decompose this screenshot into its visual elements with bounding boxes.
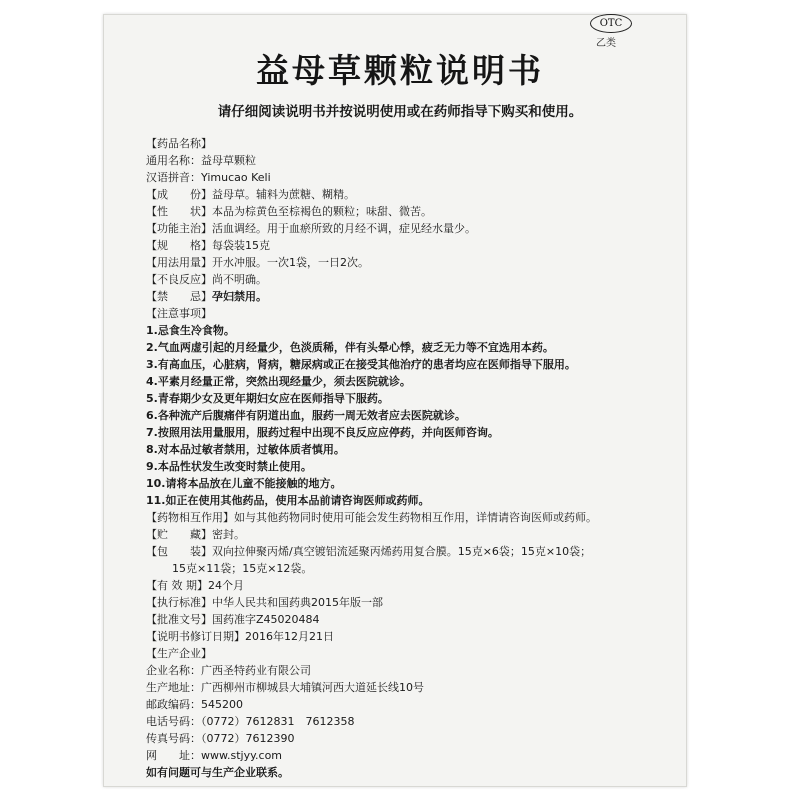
document-title: 益母草颗粒说明书 [256,51,544,90]
company-row: 企业名称：广西圣特药业有限公司 [146,664,311,677]
address-value: 广西柳州市柳城县大埔镇河西大道延长线10号 [201,681,424,694]
usage-instruction: 请仔细阅读说明书并按说明使用或在药师指导下购买和使用。 [217,104,583,120]
contra-value: 孕妇禁用。 [212,290,267,303]
otc-class-label: 乙类 [596,38,616,49]
precaution-item: 10.请将本品放在儿童不能接触的地方。 [146,477,342,490]
appearance-row: 【性 状】本品为棕黄色至棕褐色的颗粒；味甜、微苦。 [146,205,432,218]
otc-badge: OTC [590,14,632,33]
storage-row: 【贮 藏】密封。 [146,528,245,541]
revision-row: 【说明书修订日期】2016年12月21日 [146,630,334,643]
spec-value: 每袋装15克 [212,239,270,252]
precaution-item: 1.忌食生冷食物。 [146,324,235,337]
indications-row: 【功能主治】活血调经。用于血瘀所致的月经不调，症见经水量少。 [146,222,476,235]
precaution-item: 4.平素月经量正常，突然出现经量少，须去医院就诊。 [146,375,411,388]
phone-value: （0772）7612831 7612358 [201,715,355,728]
ingredients-row: 【成 份】益母草。辅料为蔗糖、糊精。 [146,188,355,201]
manufacturer-header: 【生产企业】 [146,647,212,660]
precaution-item: 8.对本品过敏者禁用，过敏体质者慎用。 [146,443,345,456]
usage-value: 开水冲服。一次1袋，一日2次。 [212,256,369,269]
validity-value: 24个月 [208,579,244,592]
precaution-item: 6.各种流产后腹痛伴有阴道出血，服药一周无效者应去医院就诊。 [146,409,466,422]
precaution-item: 9.本品性状发生改变时禁止使用。 [146,460,312,473]
approval-value: 国药准字Z45020484 [212,613,320,626]
adverse-row: 【不良反应】尚不明确。 [146,273,267,286]
pinyin-value: Yimucao Keli [201,171,271,184]
interaction-value: 如与其他药物同时使用可能会发生药物相互作用，详情请咨询医师或药师。 [234,511,597,524]
phone-row: 电话号码：（0772）7612831 7612358 [146,715,355,728]
drug-name-header: 【药品名称】 [146,137,212,150]
footer-note: 如有问题可与生产企业联系。 [146,766,289,779]
package-value: 双向拉伸聚丙烯/真空镀铝流延聚丙烯药用复合膜。15克×6袋；15克×10袋； [212,545,592,558]
package-row: 【包 装】双向拉伸聚丙烯/真空镀铝流延聚丙烯药用复合膜。15克×6袋；15克×10袋； [146,545,592,558]
usage-row: 【用法用量】开水冲服。一次1袋，一日2次。 [146,256,369,269]
leaflet-body [146,135,678,781]
postcode-row: 邮政编码：545200 [146,698,243,711]
precaution-item: 3.有高血压，心脏病，肾病，糖尿病或正在接受其他治疗的患者均应在医师指导下服用。 [146,358,576,371]
precaution-item: 7.按照用法用量服用，服药过程中出现不良反应应停药，并向医师咨询。 [146,426,499,439]
fax-value: （0772）7612390 [201,732,295,745]
precaution-item: 5.青春期少女及更年期妇女应在医师指导下服药。 [146,392,389,405]
website-row: 网 址：www.stjyy.com [146,749,283,762]
company-value: 广西圣特药业有限公司 [201,664,311,677]
contra-row: 【禁 忌】孕妇禁用。 [146,290,267,303]
generic-name-row: 通用名称：益母草颗粒 [146,154,256,167]
interaction-row: 【药物相互作用】如与其他药物同时使用可能会发生药物相互作用，详情请咨询医师或药师。 [146,511,597,524]
ingredients-value: 益母草。辅料为蔗糖、糊精。 [212,188,355,201]
adverse-value: 尚不明确。 [212,273,267,286]
fax-row: 传真号码：（0772）7612390 [146,732,295,745]
standard-value: 中华人民共和国药典2015年版一部 [212,596,383,609]
website-value: www.stjyy.com [201,749,283,762]
validity-row: 【有 效 期】24个月 [146,579,244,592]
appearance-value: 本品为棕黄色至棕褐色的颗粒；味甜、微苦。 [212,205,432,218]
storage-value: 密封。 [212,528,245,541]
indications-value: 活血调经。用于血瘀所致的月经不调，症见经水量少。 [212,222,476,235]
address-row: 生产地址：广西柳州市柳城县大埔镇河西大道延长线10号 [146,681,424,694]
standard-row: 【执行标准】中华人民共和国药典2015年版一部 [146,596,383,609]
pinyin-row: 汉语拼音：Yimucao Keli [146,171,271,184]
precautions-header: 【注意事项】 [146,307,212,320]
revision-value: 2016年12月21日 [245,630,334,643]
package-row-continued: 15克×11袋；15克×12袋。 [172,562,313,575]
approval-row: 【批准文号】国药准字Z45020484 [146,613,320,626]
precaution-item: 11.如正在使用其他药品，使用本品前请咨询医师或药师。 [146,494,430,507]
spec-row: 【规 格】每袋装15克 [146,239,270,252]
generic-name-value: 益母草颗粒 [201,154,256,167]
precaution-item: 2.气血两虚引起的月经量少，色淡质稀，伴有头晕心悸，疲乏无力等不宜选用本药。 [146,341,554,354]
postcode-value: 545200 [201,698,243,711]
